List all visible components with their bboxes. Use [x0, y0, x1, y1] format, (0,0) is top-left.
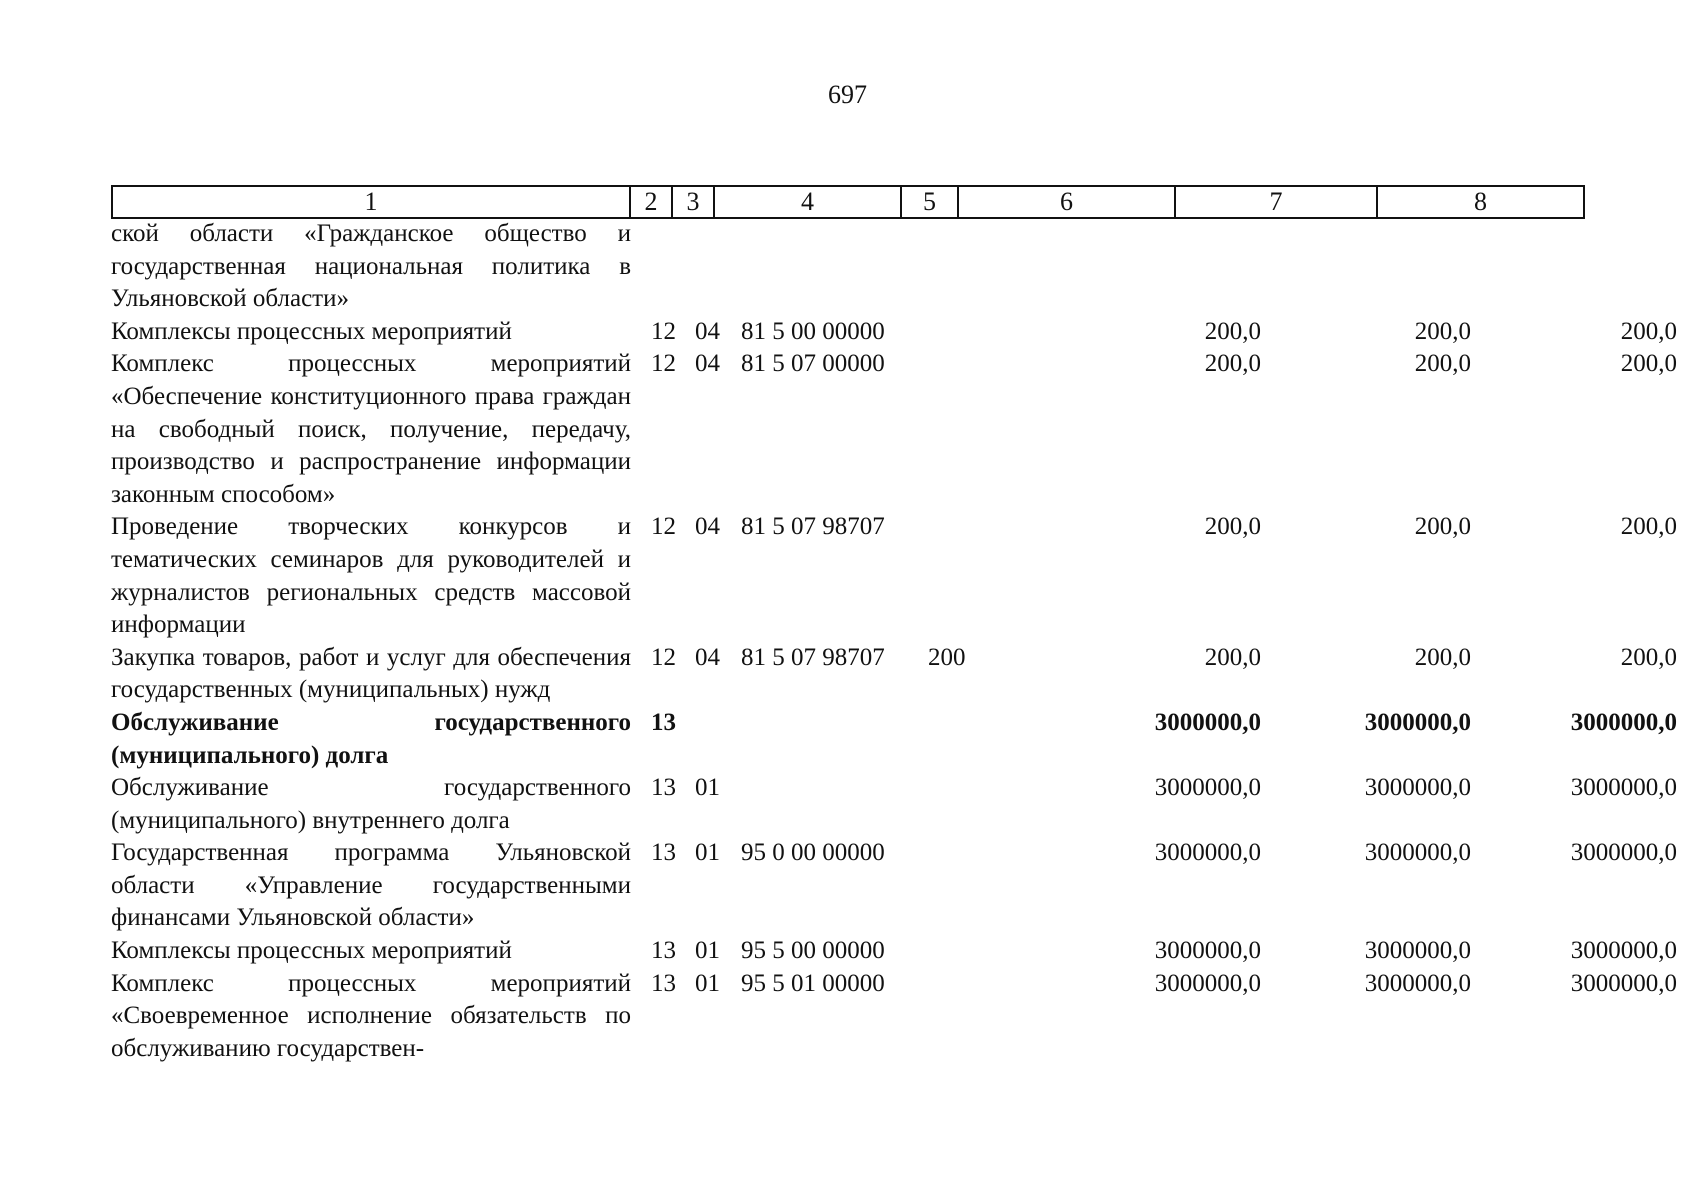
- amount-col-7: 200,0: [1414, 643, 1471, 671]
- target-article-code: 81 5 07 98707: [741, 513, 885, 541]
- header-col-2: 2: [630, 186, 672, 218]
- target-article-code: 95 5 00 00000: [741, 937, 885, 965]
- amount-col-6: 3000000,0: [1154, 708, 1261, 736]
- subsection-code: 01: [695, 937, 720, 965]
- amount-col-6: 200,0: [1204, 513, 1261, 541]
- table-row: [111, 316, 1677, 349]
- table-row: [111, 772, 1677, 837]
- amount-col-7: 3000000,0: [1364, 839, 1471, 867]
- table-row: [111, 935, 1677, 968]
- amount-col-6: 3000000,0: [1154, 839, 1261, 867]
- amount-col-8: 3000000,0: [1570, 839, 1677, 867]
- header-col-3: 3: [672, 186, 714, 218]
- section-code: 13: [651, 969, 676, 997]
- section-code: 13: [651, 839, 676, 867]
- amount-col-7: 3000000,0: [1364, 708, 1471, 736]
- amount-col-7: 3000000,0: [1364, 774, 1471, 802]
- subsection-code: 04: [695, 643, 720, 671]
- row-description: Закупка товаров, работ и услуг для обеспечения государственных (муниципальных) нужд: [111, 643, 631, 704]
- subsection-code: 04: [695, 513, 720, 541]
- subsection-code: 04: [695, 317, 720, 345]
- row-description: Комплекс процессных мероприятий «Обеспечение конституционного права граждан на свободный поиск, получение, передачу, производство и распространение информации законным способом»: [111, 350, 631, 508]
- table-row: [111, 218, 1611, 316]
- target-article-code: 95 0 00 00000: [741, 839, 885, 867]
- amount-col-7: 200,0: [1414, 513, 1471, 541]
- row-description: Комплекс процессных мероприятий «Своевременное исполнение обязательств по обслуживанию государствен-: [111, 969, 631, 1062]
- amount-col-7: 200,0: [1414, 350, 1471, 378]
- amount-col-6: 200,0: [1204, 317, 1261, 345]
- amount-col-6: 200,0: [1204, 643, 1261, 671]
- budget-table-body: [111, 218, 1677, 1065]
- table-row-section-total: [111, 707, 1677, 772]
- target-article-code: 81 5 00 00000: [741, 317, 885, 345]
- amount-col-8: 3000000,0: [1570, 774, 1677, 802]
- header-col-6: 6: [958, 186, 1175, 218]
- row-description: Обслуживание государственного (муниципального) долга: [111, 708, 631, 769]
- column-number-header: [111, 185, 1585, 219]
- section-code: 13: [651, 708, 676, 736]
- target-article-code: 81 5 07 98707: [741, 643, 885, 671]
- amount-col-8: 200,0: [1620, 643, 1677, 671]
- table-row: [111, 968, 1677, 1066]
- section-code: 13: [651, 937, 676, 965]
- table-row: [111, 511, 1677, 641]
- amount-col-6: 3000000,0: [1154, 969, 1261, 997]
- amount-col-8: 200,0: [1620, 513, 1677, 541]
- amount-col-8: 3000000,0: [1570, 708, 1677, 736]
- table-row: [111, 348, 1677, 511]
- section-code: 12: [651, 643, 676, 671]
- header-col-8: 8: [1377, 186, 1584, 218]
- row-description: Государственная программа Ульяновской области «Управление государственными финансами Ульяновской области»: [111, 839, 631, 932]
- section-code: 12: [651, 350, 676, 378]
- target-article-code: 81 5 07 00000: [741, 350, 885, 378]
- amount-col-6: 3000000,0: [1154, 937, 1261, 965]
- header-col-4: 4: [714, 186, 901, 218]
- section-code: 12: [651, 317, 676, 345]
- subsection-code: 01: [695, 839, 720, 867]
- subsection-code: 01: [695, 969, 720, 997]
- header-col-5: 5: [901, 186, 958, 218]
- amount-col-7: 3000000,0: [1364, 969, 1471, 997]
- amount-col-7: 200,0: [1414, 317, 1471, 345]
- target-article-code: 95 5 01 00000: [741, 969, 885, 997]
- row-description: Проведение творческих конкурсов и тематических семинаров для руководителей и журналистов региональных средств массовой информации: [111, 513, 631, 639]
- section-code: 13: [651, 774, 676, 802]
- page-number: 697: [828, 80, 867, 109]
- row-description: ской области «Гражданское общество и государственная национальная политика в Ульяновской области»: [111, 220, 631, 313]
- amount-col-7: 3000000,0: [1364, 937, 1471, 965]
- row-description: Комплексы процессных мероприятий: [111, 937, 512, 965]
- amount-col-6: 200,0: [1204, 350, 1261, 378]
- header-col-7: 7: [1175, 186, 1377, 218]
- amount-col-8: 200,0: [1620, 317, 1677, 345]
- amount-col-8: 200,0: [1620, 350, 1677, 378]
- amount-col-8: 3000000,0: [1570, 969, 1677, 997]
- table-row: [111, 837, 1677, 935]
- amount-col-8: 3000000,0: [1570, 937, 1677, 965]
- row-description: Обслуживание государственного (муниципального) внутреннего долга: [111, 774, 631, 834]
- expense-type-code: 200: [928, 643, 966, 671]
- subsection-code: 04: [695, 350, 720, 378]
- table-row: [111, 642, 1677, 707]
- subsection-code: 01: [695, 774, 720, 802]
- section-code: 12: [651, 513, 676, 541]
- amount-col-6: 3000000,0: [1154, 774, 1261, 802]
- row-description: Комплексы процессных мероприятий: [111, 317, 512, 345]
- header-col-1: 1: [112, 186, 630, 218]
